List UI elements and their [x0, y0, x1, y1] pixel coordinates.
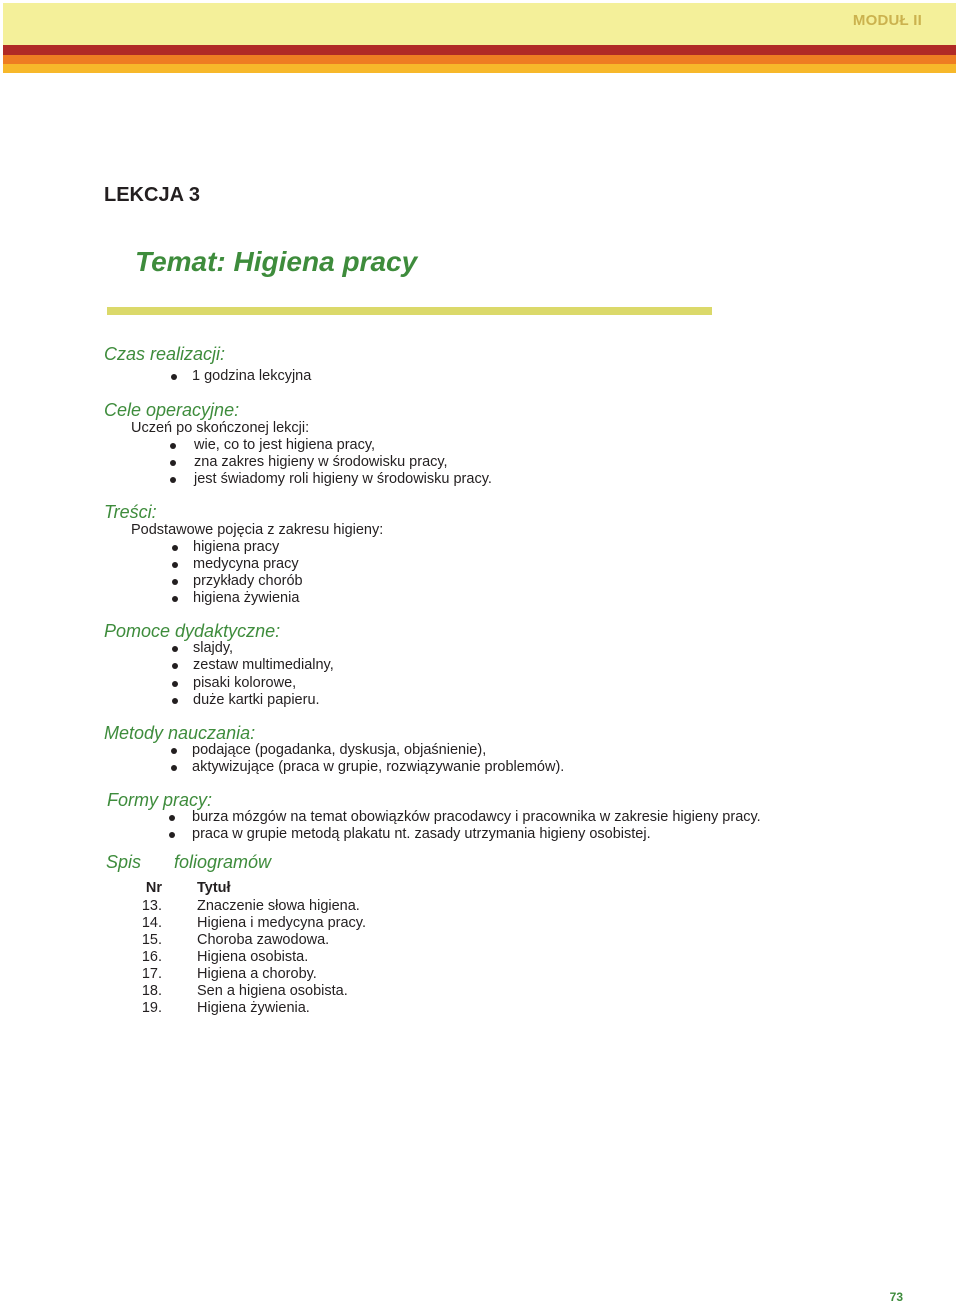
bullet-icon — [171, 748, 177, 754]
section-heading-pomoce: Pomoce dydaktyczne: — [104, 621, 281, 641]
list-item: slajdy, — [193, 640, 234, 656]
list-item: wie, co to jest higiena pracy, — [194, 437, 376, 453]
list-item: burza mózgów na temat obowiązków pracodawcy i pracownika w zakresie higieny pracy. — [192, 809, 761, 825]
section-heading-cele: Cele operacyjne: — [104, 400, 240, 420]
table-cell-nr: 14. — [141, 915, 162, 931]
section-intro: Podstawowe pojęcia z zakresu higieny: — [131, 522, 384, 538]
topic-underline — [107, 307, 712, 315]
list-item: medycyna pracy — [193, 556, 299, 572]
list-item: przykłady chorób — [193, 573, 303, 589]
table-cell-title: Higiena żywienia. — [197, 1000, 310, 1016]
list-item: aktywizujące (praca w grupie, rozwiązywanie problemów). — [192, 759, 565, 775]
list-item: duże kartki papieru. — [193, 692, 320, 708]
module-label: MODUŁ II — [852, 12, 922, 29]
section-intro: Uczeń po skończonej lekcji: — [131, 420, 310, 436]
page-number: 73 — [889, 1290, 903, 1304]
bullet-icon — [172, 698, 178, 704]
bullet-icon — [170, 460, 176, 466]
table-cell-nr: 15. — [141, 932, 162, 948]
table-cell-title: Znaczenie słowa higiena. — [197, 898, 360, 914]
section-heading-spis: Spis — [106, 852, 142, 872]
table-cell-nr: 17. — [141, 966, 162, 982]
list-item: 1 godzina lekcyjna — [192, 368, 312, 384]
list-item: higiena pracy — [193, 539, 280, 555]
table-cell-title: Sen a higiena osobista. — [197, 983, 348, 999]
bullet-icon — [172, 579, 178, 585]
bullet-icon — [170, 477, 176, 483]
bullet-icon — [172, 663, 178, 669]
bullet-icon — [170, 443, 176, 449]
table-cell-nr: 13. — [141, 898, 162, 914]
section-heading-formy: Formy pracy: — [107, 790, 213, 810]
lesson-topic: Temat: Higiena pracy — [135, 246, 418, 277]
section-heading-tresci: Treści: — [104, 502, 157, 522]
list-item: zna zakres higieny w środowisku pracy, — [194, 454, 448, 470]
table-cell-nr: 19. — [141, 1000, 162, 1016]
bullet-icon — [171, 765, 177, 771]
table-cell-title: Choroba zawodowa. — [197, 932, 330, 948]
bullet-icon — [171, 374, 177, 380]
bullet-icon — [169, 815, 175, 821]
list-item: pisaki kolorowe, — [193, 675, 297, 691]
bullet-icon — [169, 832, 175, 838]
list-item: zestaw multimedialny, — [193, 657, 334, 673]
bullet-icon — [172, 545, 178, 551]
table-header-title: Tytuł — [197, 880, 231, 896]
table-cell-nr: 16. — [141, 949, 162, 965]
table-cell-title: Higiena a choroby. — [197, 966, 317, 982]
bullet-icon — [172, 562, 178, 568]
section-heading-foliogramow: foliogramów — [174, 852, 272, 872]
table-cell-title: Higiena osobista. — [197, 949, 309, 965]
header-band-red — [3, 45, 956, 55]
list-item: podające (pogadanka, dyskusja, objaśnienie), — [192, 742, 487, 758]
table-cell-nr: 18. — [141, 983, 162, 999]
table-cell-title: Higiena i medycyna pracy. — [197, 915, 366, 931]
header-band-yellow — [3, 3, 956, 45]
list-item: praca w grupie metodą plakatu nt. zasady utrzymania higieny osobistej. — [192, 826, 651, 842]
bullet-icon — [172, 681, 178, 687]
bullet-icon — [172, 596, 178, 602]
bullet-icon — [172, 646, 178, 652]
header-band-amber — [3, 64, 956, 73]
section-heading-metody: Metody nauczania: — [104, 723, 256, 743]
section-heading-czas: Czas realizacji: — [104, 344, 226, 364]
header-band-orange — [3, 55, 956, 64]
list-item: higiena żywienia — [193, 590, 300, 606]
list-item: jest świadomy roli higieny w środowisku pracy. — [194, 471, 492, 487]
lesson-number: LEKCJA 3 — [104, 184, 200, 206]
table-header-nr: Nr — [145, 880, 162, 896]
